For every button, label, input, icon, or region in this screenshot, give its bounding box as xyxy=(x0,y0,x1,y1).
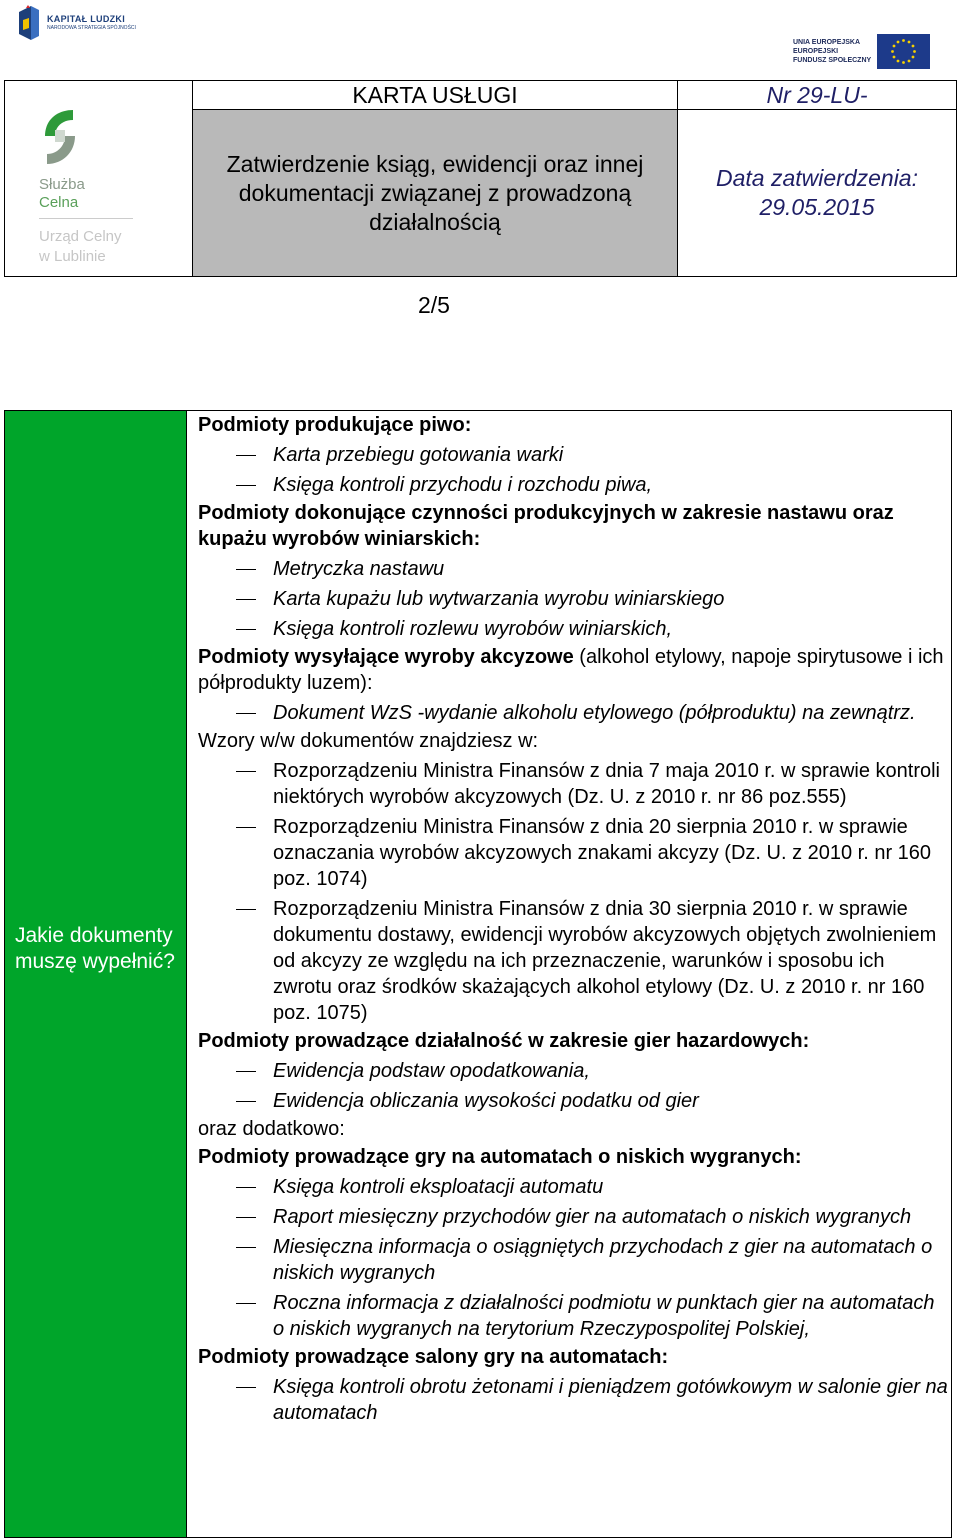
documents-section xyxy=(4,410,952,1538)
card-title: KARTA USŁUGI xyxy=(193,81,678,110)
approval-date xyxy=(678,110,957,277)
machines-heading: Podmioty prowadzące gry na automatach o niskich wygranych: xyxy=(198,1146,802,1168)
list-item: Metryczka nastawu xyxy=(198,556,948,582)
shipping-heading xyxy=(198,644,948,696)
beer-list xyxy=(198,442,948,498)
list-item: Ewidencja podstaw opodatkowania, xyxy=(198,1058,948,1084)
service-card-header xyxy=(4,80,957,277)
approval-date-label: Data zatwierdzenia: xyxy=(716,165,918,191)
section-question: Jakie dokumenty muszę wypełnić? xyxy=(15,924,175,973)
customs-logo-cell xyxy=(5,81,193,277)
eu-line-3: FUNDUSZ SPOŁECZNY xyxy=(793,57,872,64)
gambling-list xyxy=(198,1058,948,1114)
templates-list xyxy=(198,758,948,1026)
additionally-label: oraz dodatkowo: xyxy=(198,1118,345,1140)
salons-heading: Podmioty prowadzące salony gry na automatach: xyxy=(198,1346,669,1368)
customs-service-line-2: Celna xyxy=(39,194,79,211)
gambling-heading: Podmioty prowadzące działalność w zakresie gier hazardowych: xyxy=(198,1030,810,1052)
customs-office-line-2: w Lublinie xyxy=(39,248,106,265)
wine-heading: Podmioty dokonujące czynności produkcyjnych w zakresie nastawu oraz kupażu wyrobów winiarskich: xyxy=(198,502,894,550)
kapital-ludzki-logo xyxy=(17,4,136,42)
eu-logo xyxy=(793,34,930,69)
list-item: Księga kontroli przychodu i rozchodu piwa, xyxy=(198,472,948,498)
beer-heading: Podmioty produkujące piwo: xyxy=(198,414,472,436)
list-item: Rozporządzeniu Ministra Finansów z dnia 20 sierpnia 2010 r. w sprawie oznaczania wyrobów akcyzowych znakami akcyzy (Dz. U. z 2010 r. nr 160 poz. 1074) xyxy=(198,814,948,892)
list-item: Roczna informacja z działalności podmiotu w punktach gier na automatach o niskich wygranych na terytorium Rzeczypospolitej Polskiej, xyxy=(198,1290,948,1342)
list-item: Dokument WzS -wydanie alkoholu etylowego (półproduktu) na zewnątrz. xyxy=(198,700,948,726)
customs-office-line-1: Urząd Celny xyxy=(39,228,122,245)
shipping-heading-bold: Podmioty wysyłające wyroby akcyzowe xyxy=(198,646,574,668)
wine-list xyxy=(198,556,948,642)
eu-line-1: UNIA EUROPEJSKA xyxy=(793,39,861,46)
list-item: Rozporządzeniu Ministra Finansów z dnia 30 sierpnia 2010 r. w sprawie dokumentu dostawy, ewidencji wyrobów akcyzowych objętych zwolnieniem od akcyzy ze względu na ich przeznaczenie, warunków i sposobu ich zwrotu oraz środków skażających alkohol etylowy (Dz. U. z 2010 r. nr 160 poz. 1075) xyxy=(198,896,948,1026)
section-sidebar xyxy=(5,411,187,1537)
shipping-heading-rest: (alkohol etylowy, napoje spirytusowe i ich półprodukty luzem): xyxy=(198,646,944,694)
list-item: Ewidencja obliczania wysokości podatku od gier xyxy=(198,1088,948,1114)
logo-divider xyxy=(39,218,133,219)
salons-list xyxy=(198,1374,948,1426)
eu-line-2: EUROPEJSKI xyxy=(793,48,839,55)
templates-heading: Wzory w/w dokumentów znajdziesz w: xyxy=(198,730,539,752)
list-item: Księga kontroli rozlewu wyrobów winiarskich, xyxy=(198,616,948,642)
list-item: Miesięczna informacja o osiągniętych przychodach z gier na automatach o niskich wygranych xyxy=(198,1234,948,1286)
customs-service-line-1: Służba xyxy=(39,176,85,193)
approval-date-value: 29.05.2015 xyxy=(759,194,875,220)
list-item: Księga kontroli eksploatacji automatu xyxy=(198,1174,948,1200)
page-number: 2/5 xyxy=(418,292,450,318)
shipping-list xyxy=(198,700,948,726)
card-number: Nr 29-LU- xyxy=(678,81,957,110)
card-description: Zatwierdzenie ksiąg, ewidencji oraz innej dokumentacji związanej z prowadzoną działalnością xyxy=(193,110,678,277)
section-content xyxy=(198,411,948,1426)
list-item: Księga kontroli obrotu żetonami i pieniądzem gotówkowym w salonie gier na automatach xyxy=(198,1374,948,1426)
list-item: Karta przebiegu gotowania warki xyxy=(198,442,948,468)
customs-service-icon xyxy=(39,106,81,168)
customs-office-name xyxy=(39,227,122,267)
list-item: Rozporządzeniu Ministra Finansów z dnia 7 maja 2010 r. w sprawie kontroli niektórych wyrobów akcyzowych (Dz. U. z 2010 r. nr 86 poz.555) xyxy=(198,758,948,810)
list-item: Karta kupażu lub wytwarzania wyrobu winiarskiego xyxy=(198,586,948,612)
kapital-ludzki-title: KAPITAŁ LUDZKI xyxy=(47,14,126,24)
kapital-ludzki-subtitle: NARODOWA STRATEGIA SPÓJNOŚCI xyxy=(47,25,136,31)
list-item: Raport miesięczny przychodów gier na automatach o niskich wygranych xyxy=(198,1204,948,1230)
kapital-ludzki-icon xyxy=(17,4,41,42)
customs-service-text xyxy=(39,176,85,212)
eu-flag-icon xyxy=(877,34,930,69)
machines-list xyxy=(198,1174,948,1342)
